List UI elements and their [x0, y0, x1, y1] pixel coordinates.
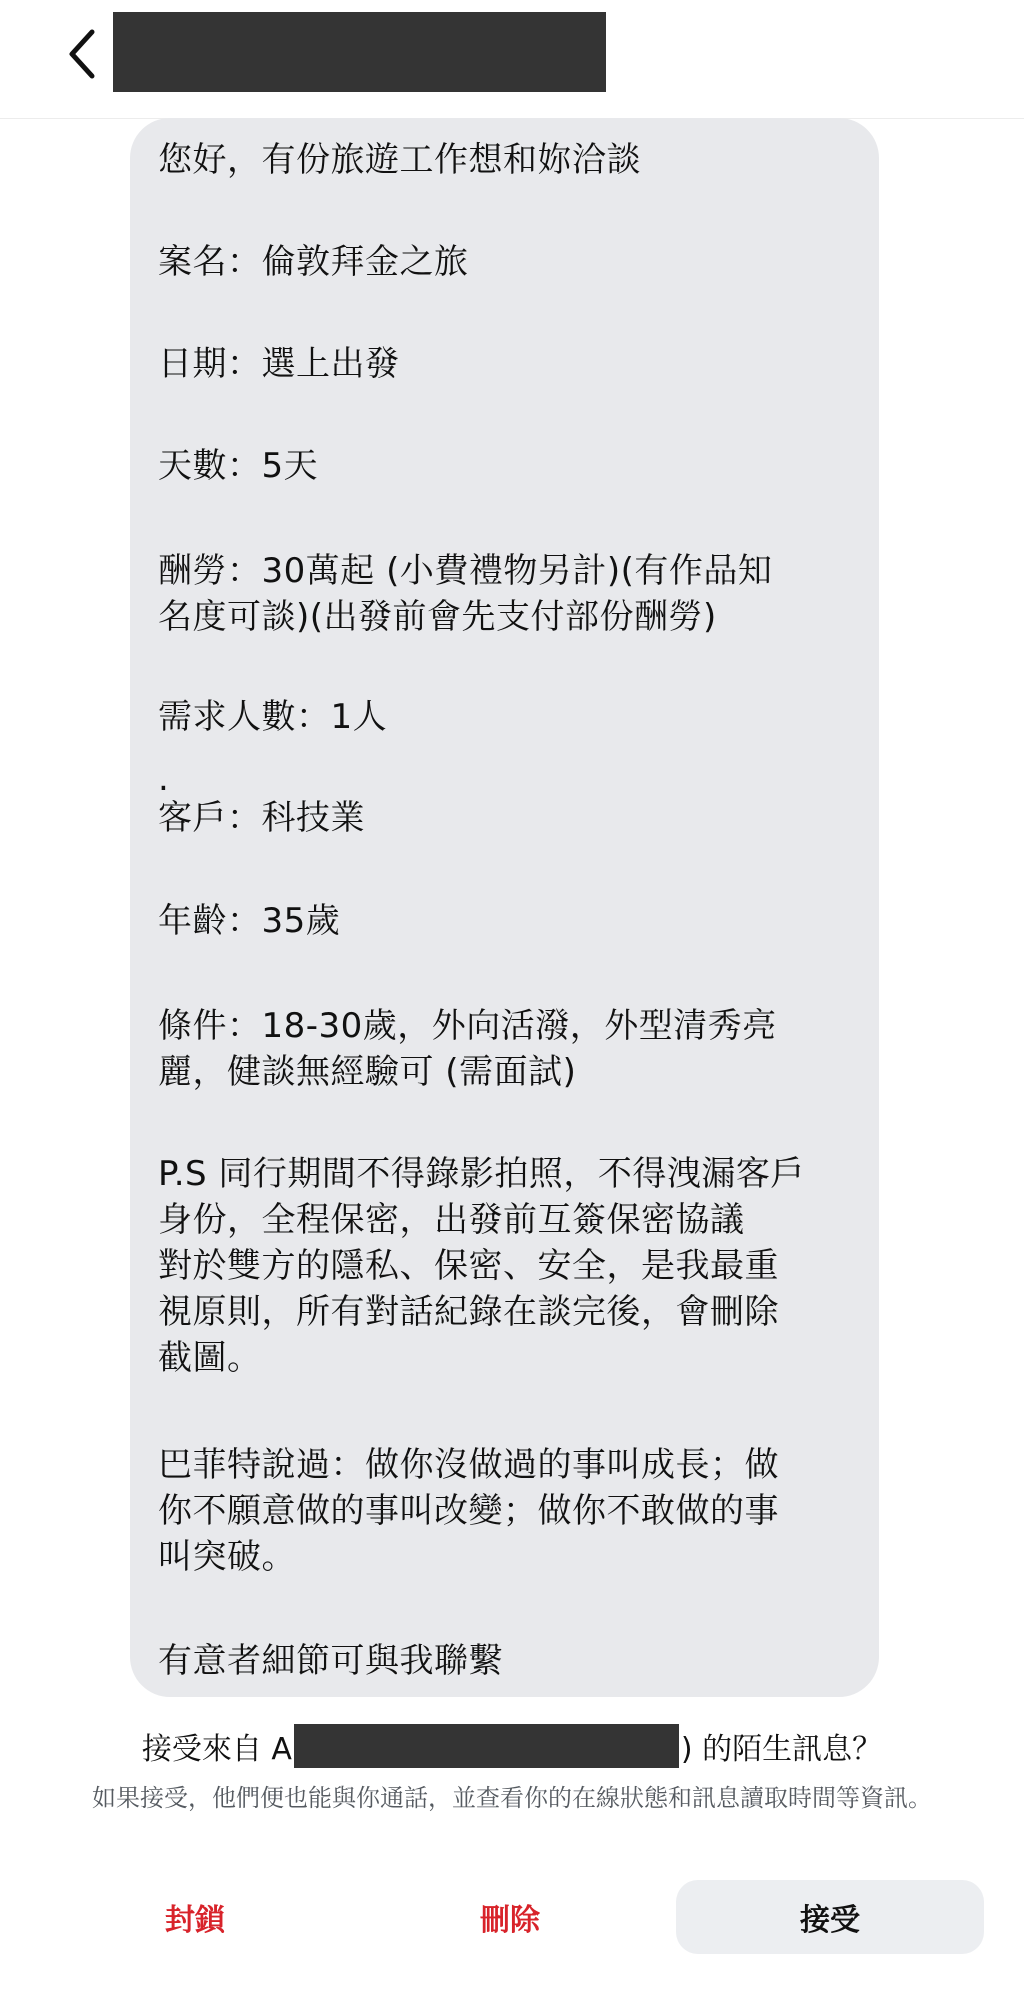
message-line-headcount: 需求人數：1人: [158, 697, 388, 737]
message-line-greeting: 您好，有份旅遊工作想和妳洽談: [158, 140, 641, 180]
request-description: 如果接受，他們便也能與你通話，並查看你的在線狀態和訊息讀取時間等資訊。: [92, 1784, 932, 1812]
back-button[interactable]: [50, 22, 114, 86]
message-line-contact: 有意者細節可與我聯繫: [158, 1641, 503, 1681]
chat-header: [0, 0, 1024, 119]
block-button[interactable]: 封鎖: [165, 1903, 225, 1938]
message-line-client: 客戶：科技業: [158, 798, 365, 838]
message-line-age: 年齡：35歲: [158, 901, 341, 941]
request-title: [0, 1721, 1024, 1771]
delete-button[interactable]: 刪除: [480, 1903, 540, 1938]
message-line-case-name: 案名：倫敦拜金之旅: [158, 242, 469, 282]
chevron-left-icon: [62, 26, 102, 82]
message-line-dot: .: [158, 759, 170, 799]
accept-button[interactable]: 接受: [676, 1880, 984, 1954]
message-line-date: 日期：選上出發: [158, 344, 400, 384]
message-request-sheet: [0, 1697, 1024, 2007]
message-line-pay: 酬勞：30萬起 (小費禮物另計)(有作品知 名度可談)(出發前會先支付部份酬勞): [158, 551, 773, 637]
request-title-prefix: 接受來自 A: [141, 1732, 292, 1767]
message-line-ps: P.S 同行期間不得錄影拍照，不得洩漏客戶 身份，全程保密，出發前互簽保密協議 對於雙方的隱私、保密、安全，是我最重 視原則，所有對話紀錄在談完後，會刪除 截圖。: [158, 1154, 805, 1378]
redacted-sender-name: [294, 1724, 679, 1768]
request-title-suffix: ) 的陌生訊息？: [680, 1732, 883, 1767]
message-line-days: 天數：5天: [158, 446, 319, 486]
message-line-quote: 巴菲特說過：做你沒做過的事叫成長；做 你不願意做的事叫改變；做你不敢做的事 叫突破。: [158, 1445, 779, 1577]
message-line-requirements: 條件：18-30歲，外向活潑，外型清秀亮 麗，健談無經驗可 (需面試): [158, 1006, 777, 1092]
redacted-contact-name: [113, 12, 606, 92]
